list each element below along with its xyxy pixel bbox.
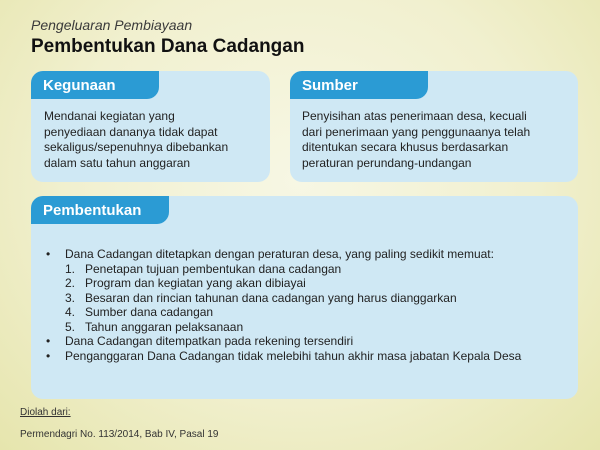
bullet-icon: •	[46, 334, 51, 348]
kegunaan-line: penyediaan dananya tidak dapat	[44, 124, 218, 139]
sumber-line: Penyisihan atas penerimaan desa, kecuali	[302, 109, 527, 123]
pembentukan-header: Pembentukan	[31, 196, 169, 224]
kegunaan-line: Mendanai kegiatan yang	[44, 109, 175, 123]
numbered-item	[45, 291, 570, 306]
page-subtitle: Pengeluaran Pembiayaan	[31, 17, 193, 33]
bullet-item	[45, 334, 570, 349]
sumber-line: peraturan perundang-undangan	[302, 155, 472, 170]
sumber-card	[290, 71, 578, 182]
bullet-text: Dana Cadangan ditempatkan pada rekening tersendiri	[65, 334, 354, 348]
item-text: Program dan kegiatan yang akan dibiayai	[85, 276, 306, 290]
item-number: 2.	[65, 276, 76, 290]
pembentukan-list	[45, 247, 570, 363]
kegunaan-line: sekaligus/sepenuhnya dibebankan	[44, 140, 229, 154]
bullet-text: Penganggaran Dana Cadangan tidak melebihi tahun akhir masa jabatan Kepala Desa	[65, 348, 522, 363]
bullet-text: Dana Cadangan ditetapkan dengan peraturan desa, yang paling sedikit memuat:	[65, 247, 494, 261]
item-number: 1.	[65, 261, 76, 276]
item-text: Besaran dan rincian tahunan dana cadangan yang harus dianggarkan	[85, 290, 457, 305]
item-text: Tahun anggaran pelaksanaan	[85, 319, 244, 334]
numbered-item	[45, 262, 570, 277]
source-label: Diolah dari:	[20, 407, 71, 418]
bullet-item	[45, 349, 570, 364]
numbered-item	[45, 276, 570, 291]
sumber-line: dari penerimaan yang penggunaanya telah	[302, 124, 531, 139]
kegunaan-card	[31, 71, 270, 182]
bullet-item	[45, 247, 570, 262]
item-number: 3.	[65, 290, 76, 305]
item-number: 4.	[65, 305, 76, 319]
item-number: 5.	[65, 319, 76, 334]
numbered-item	[45, 320, 570, 335]
item-text: Sumber dana cadangan	[85, 305, 214, 319]
kegunaan-line: dalam satu tahun anggaran	[44, 155, 191, 170]
pembentukan-card	[31, 196, 578, 399]
item-text: Penetapan tujuan pembentukan dana cadangan	[85, 261, 342, 276]
bullet-icon: •	[46, 247, 51, 261]
page-title: Pembentukan Dana Cadangan	[31, 36, 305, 57]
source-citation: Permendagri No. 113/2014, Bab IV, Pasal 19	[20, 429, 219, 440]
sumber-line: ditentukan secara khusus berdasarkan	[302, 140, 509, 154]
sumber-text	[302, 109, 574, 171]
kegunaan-header: Kegunaan	[31, 71, 159, 99]
kegunaan-text	[44, 109, 264, 171]
bullet-icon: •	[46, 348, 51, 363]
sumber-header: Sumber	[290, 71, 428, 99]
numbered-item	[45, 305, 570, 320]
